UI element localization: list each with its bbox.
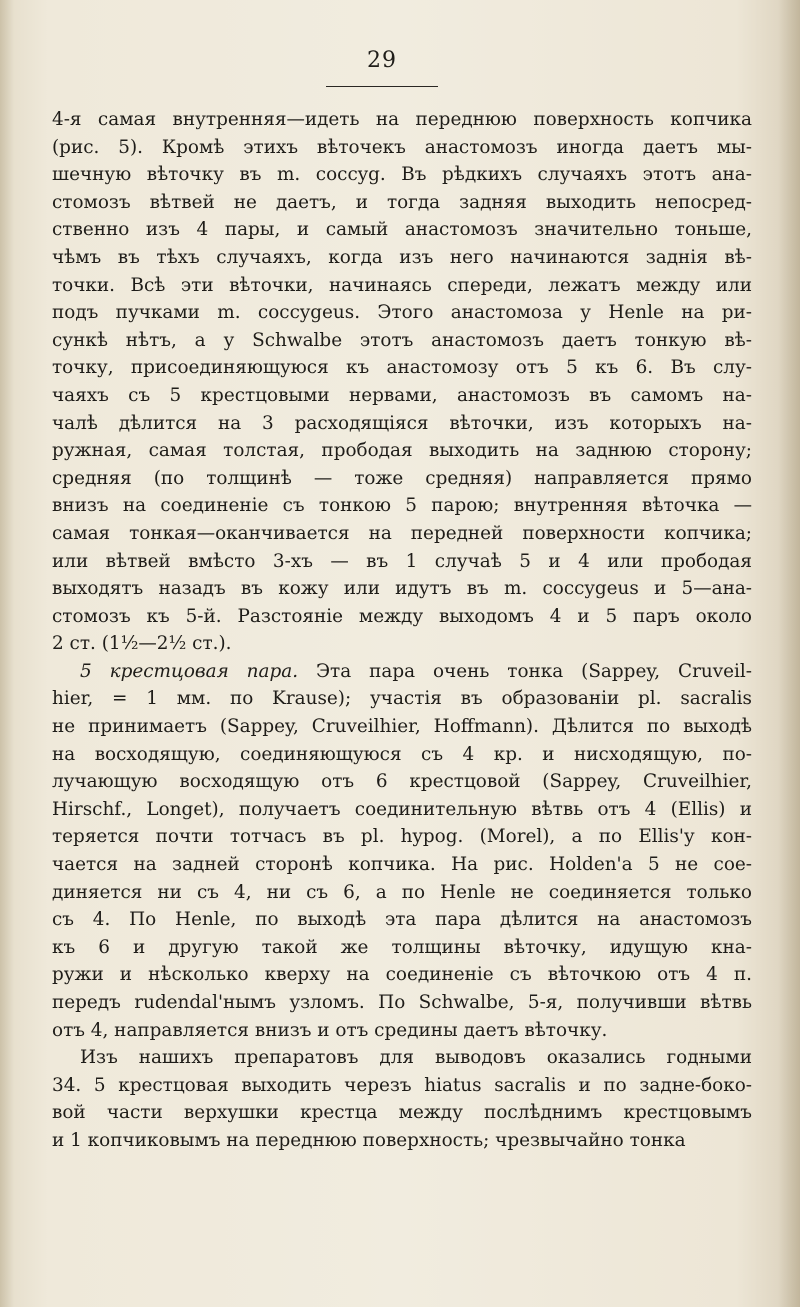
text-line: 2 ст. (1½—2½ ст.). [52,633,232,655]
text-line: 34. 5 крестцовая выходить черезъ hiatus sacralis и по задне-боко- [52,1074,752,1096]
page-number: 29 [367,48,397,73]
text-line-rest: Эта пара очень тонка (Sappey, Cruveil- [298,660,752,682]
text-line: теряется почти тотчасъ въ pl. hypog. (Morel), а по Ellis'у кон- [52,826,752,848]
text-line: диняется ни съ 4, ни съ 6, а по Henle не соединяется только [52,881,752,903]
text-line: шечную вѣточку въ m. coccyg. Въ рѣдкихъ случаяхъ этотъ ана- [52,164,752,186]
text-line: ружная, самая толстая, прободая выходить на заднюю сторону; [52,440,752,462]
page-right-edge [778,0,800,1307]
text-line: стомозъ къ 5-й. Разстояніе между выходомъ 4 и 5 паръ около [52,605,752,627]
text-line: ружи и нѣсколько кверху на соединеніе съ вѣточкою отъ 4 п. [52,964,752,986]
text-line: чалѣ дѣлится на 3 расходящіяся вѣточки, изъ которыхъ на- [52,412,752,434]
text-line: вой части верхушки крестца между послѣднимъ крестцовымъ [52,1102,752,1124]
body-text [52,106,752,1155]
text-line: точки. Всѣ эти вѣточки, начинаясь спереди, лежатъ между или [52,274,752,296]
text-line: или вѣтвей вмѣсто 3-хъ — въ 1 случаѣ 5 и 4 или прободая [52,550,752,572]
page-number-rule [326,86,438,87]
text-line: отъ 4, направляется внизъ и отъ средины даетъ вѣточку. [52,1019,608,1041]
text-line: чается на задней сторонѣ копчика. На рис. Holden'a 5 не сое- [52,854,752,876]
text-line: подъ пучками m. coccygeus. Этого анастомоза у Henle на ри- [52,302,752,324]
text-line: самая тонкая—оканчивается на передней поверхности копчика; [52,522,752,544]
page-left-edge [0,0,14,1307]
text-line: 4-я самая внутренняя—идеть на переднюю поверхность копчика [52,109,752,130]
text-line: ственно изъ 4 пары, и самый анастомозъ значительно тоньше, [52,219,752,241]
text-line: передъ rudendal'нымъ узломъ. По Schwalbe, 5-я, получивши вѣтвь [52,992,752,1013]
text-line: внизъ на соединеніе съ тонкою 5 парою; внутренняя вѣточка — [52,495,752,517]
text-line [52,658,752,686]
text-line: и 1 копчиковымъ на переднюю поверхность; чрезвычайно тонка [52,1129,686,1151]
text-line: (рис. 5). Кромѣ этихъ вѣточекъ анастомозъ иногда даетъ мы- [52,136,752,158]
section-heading: 5 крестцовая пара. [80,660,299,682]
text-line: выходятъ назадъ въ кожу или идутъ въ m. coccygeus и 5—ана- [52,578,752,600]
text-line: лучающую восходящую отъ 6 крестцовой (Sappey, Cruveilhier, [52,771,752,793]
text-line: на восходящую, соединяющуюся съ 4 кр. и нисходящую, по- [52,743,752,765]
text-line: Изъ нашихъ препаратовъ для выводовъ оказались годными [80,1047,752,1069]
text-line: Hirschf., Longet), получаетъ соединительную вѣтвь отъ 4 (Ellis) и [52,798,752,820]
text-line: чаяхъ съ 5 крестцовыми нервами, анастомозъ въ самомъ на- [52,384,752,406]
text-line: hier, = 1 мм. по Krause); участія въ образованіи pl. sacralis [52,688,752,710]
text-line: чѣмъ въ тѣхъ случаяхъ, когда изъ него начинаются заднія вѣ- [52,246,752,268]
text-line: сункѣ нѣтъ, а у Schwalbe этотъ анастомозъ даетъ тонкую вѣ- [52,329,752,351]
text-line: средняя (по толщинѣ — тоже средняя) направляется прямо [52,467,752,489]
text-line: не принимаетъ (Sappey, Cruveilhier, Hoffmann). Дѣлится по выходѣ [52,716,752,738]
text-line: точку, присоединяющуюся къ анастомозу отъ 5 къ 6. Въ слу- [52,357,752,379]
text-line: съ 4. По Henle, по выходѣ эта пара дѣлится на анастомозъ [52,909,752,931]
text-line: къ 6 и другую такой же толщины вѣточку, идущую кна- [52,936,752,958]
text-line: стомозъ вѣтвей не даетъ, и тогда задняя выходить непосред- [52,191,752,213]
